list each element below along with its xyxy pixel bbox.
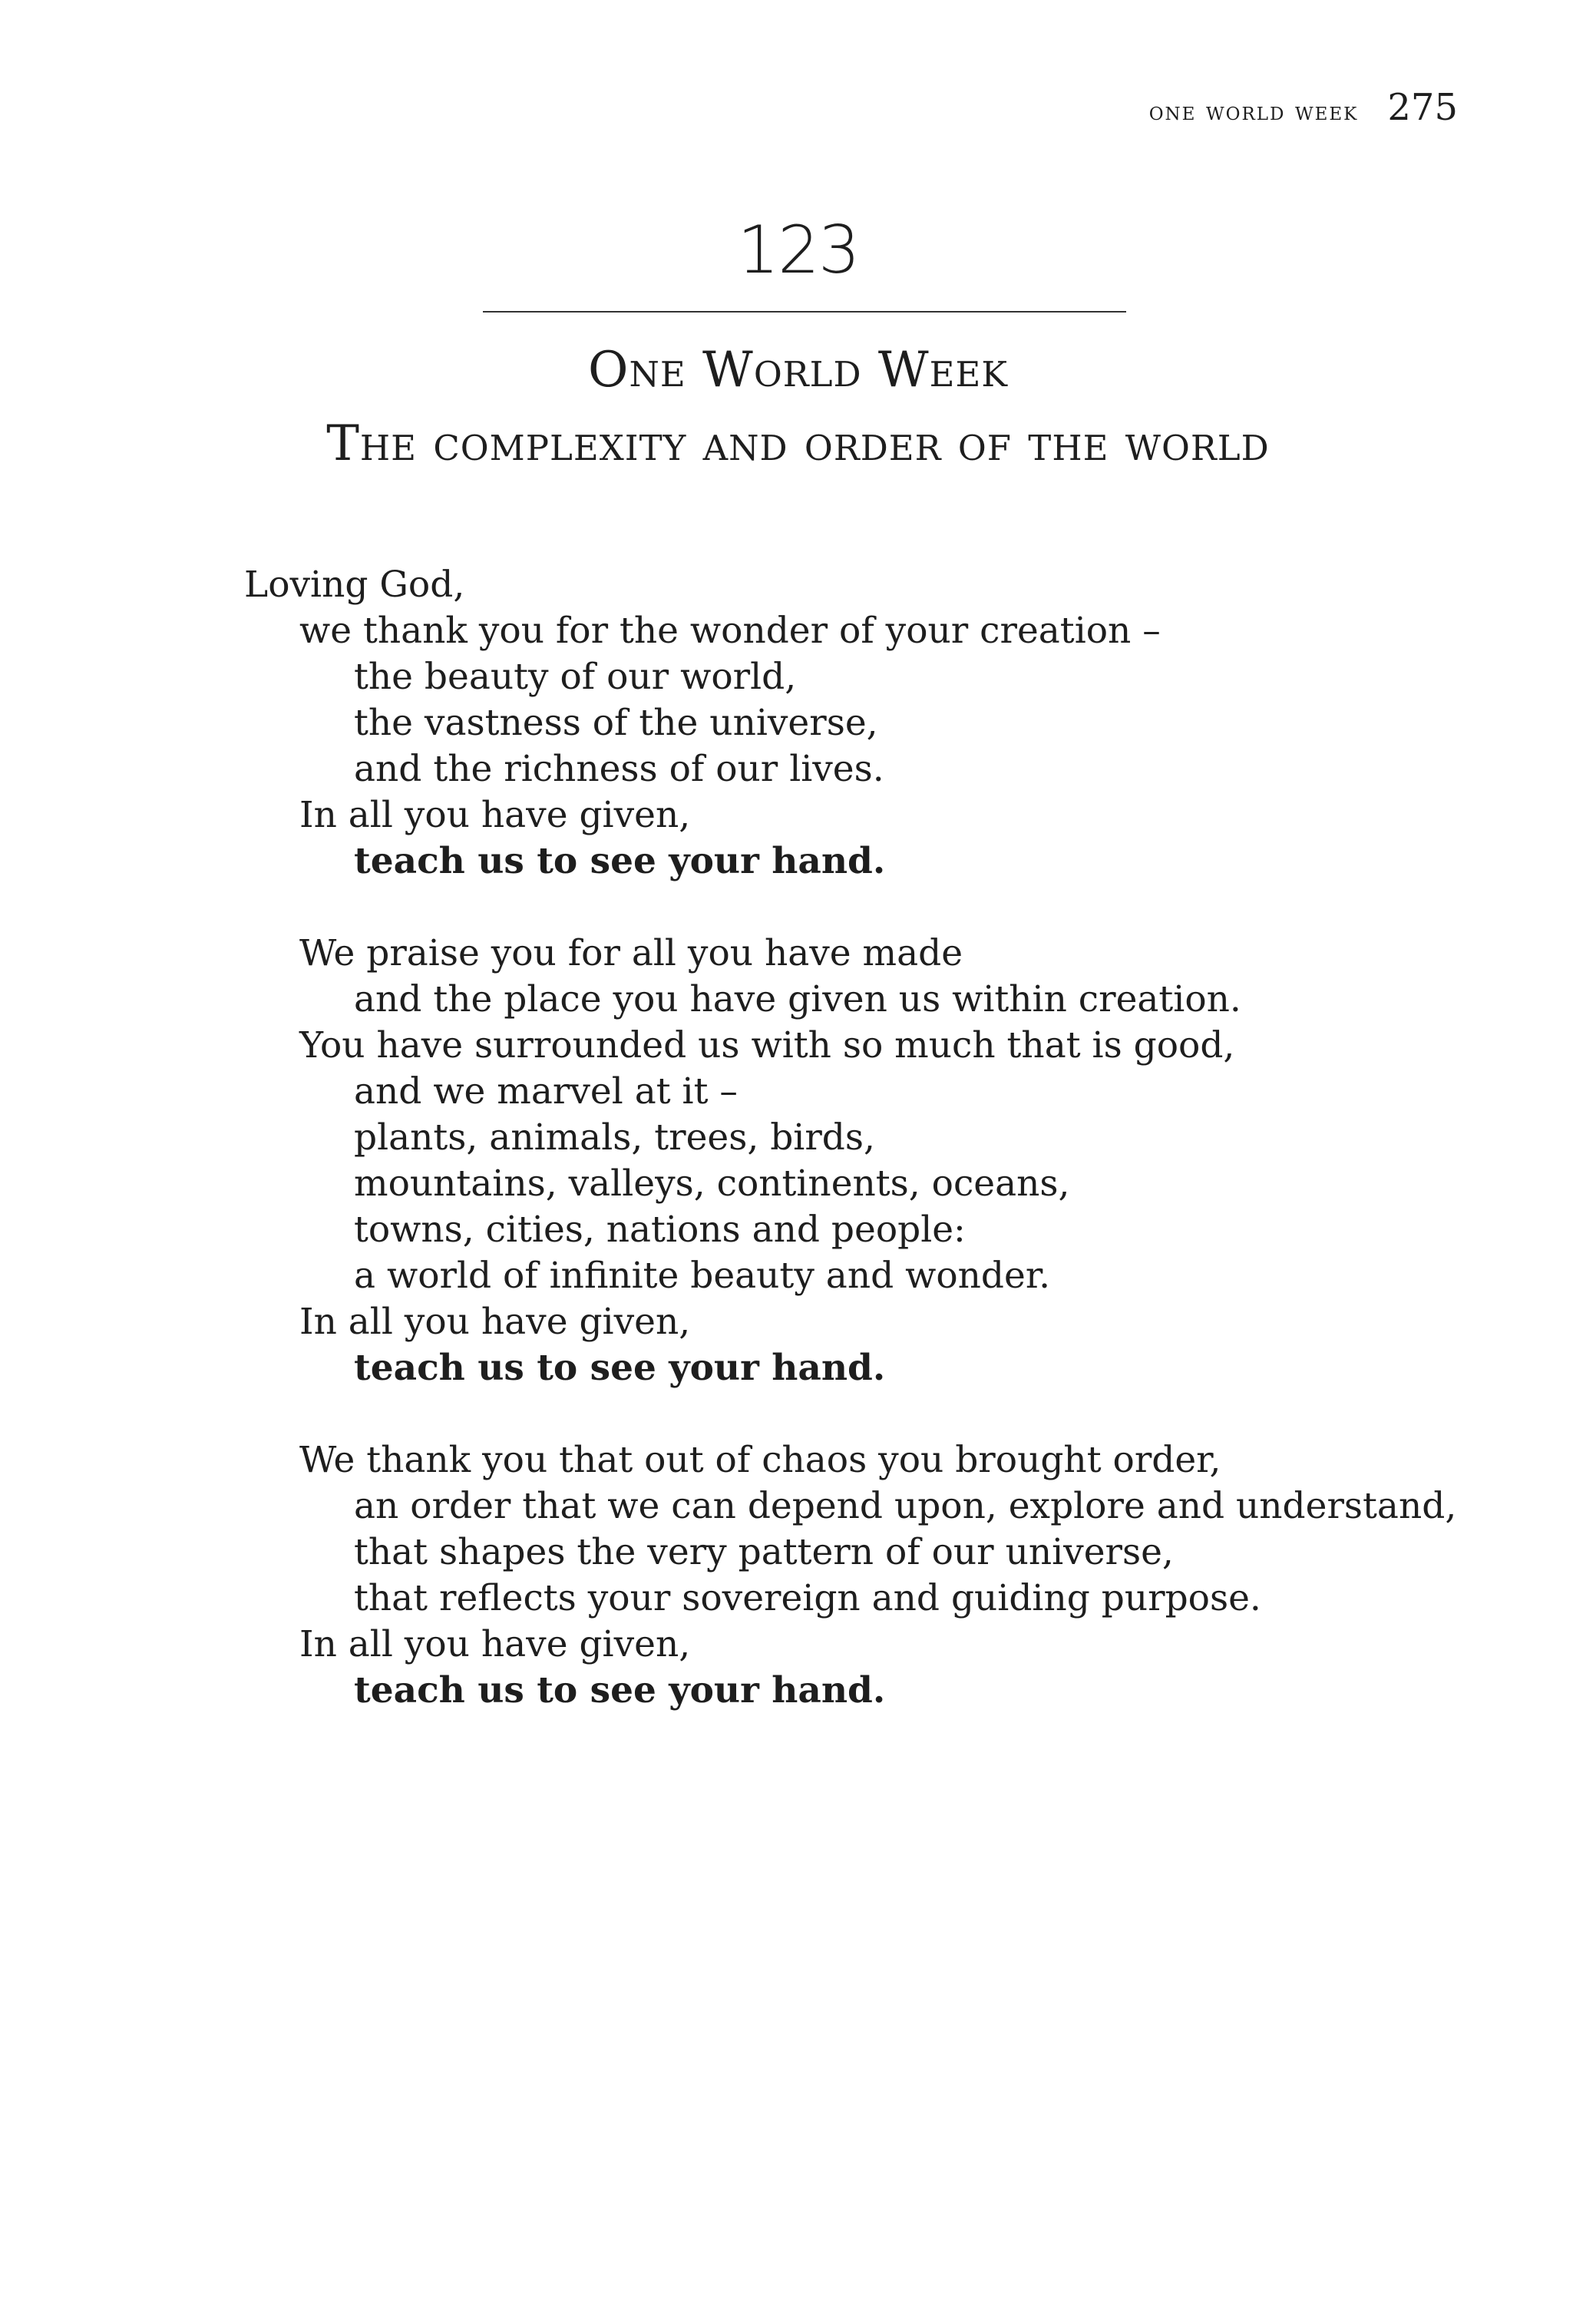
prayer-line: an order that we can depend upon, explore and understand, [354, 1485, 1457, 1527]
prayer-line: we thank you for the wonder of your creation – [299, 610, 1161, 652]
prayer-body [244, 562, 1472, 1714]
title-line-2: The complexity and order of the world [326, 415, 1270, 472]
prayer-line: the vastness of the universe, [354, 702, 878, 744]
prayer-line: and we marvel at it – [354, 1070, 738, 1113]
refrain-call: In all you have given, [299, 794, 691, 836]
refrain-response: teach us to see your hand. [354, 840, 886, 882]
prayer-line: You have surrounded us with so much that is good, [299, 1024, 1235, 1067]
prayer-line: the beauty of our world, [354, 656, 797, 698]
title-rule [483, 311, 1126, 313]
refrain-call: In all you have given, [299, 1301, 691, 1343]
running-header [1149, 86, 1458, 129]
prayer-line: mountains, valleys, continents, oceans, [354, 1162, 1070, 1205]
title-line-1: One World Week [588, 342, 1008, 398]
prayer-line: plants, animals, trees, birds, [354, 1116, 875, 1159]
page-number: 275 [1387, 86, 1458, 129]
refrain-call: In all you have given, [299, 1623, 691, 1665]
stanza-gap [244, 1391, 1472, 1437]
prayer-title [0, 333, 1596, 481]
prayer-line: We thank you that out of chaos you brought order, [299, 1439, 1221, 1481]
prayer-line: and the richness of our lives. [354, 748, 884, 790]
prayer-line: a world of infinite beauty and wonder. [354, 1255, 1051, 1297]
running-title: one world week [1148, 96, 1359, 126]
prayer-line: that shapes the very pattern of our universe, [354, 1531, 1174, 1573]
prayer-number: 123 [737, 212, 859, 289]
prayer-opening: Loving God, [244, 564, 465, 606]
prayer-line: We praise you for all you have made [299, 932, 963, 974]
prayer-line: and the place you have given us within creation. [354, 978, 1241, 1020]
prayer-line: towns, cities, nations and people: [354, 1209, 966, 1251]
refrain-response: teach us to see your hand. [354, 1669, 886, 1711]
refrain-response: teach us to see your hand. [354, 1347, 886, 1389]
stanza-gap [244, 885, 1472, 931]
prayer-line: that reflects your sovereign and guiding purpose. [354, 1577, 1261, 1619]
